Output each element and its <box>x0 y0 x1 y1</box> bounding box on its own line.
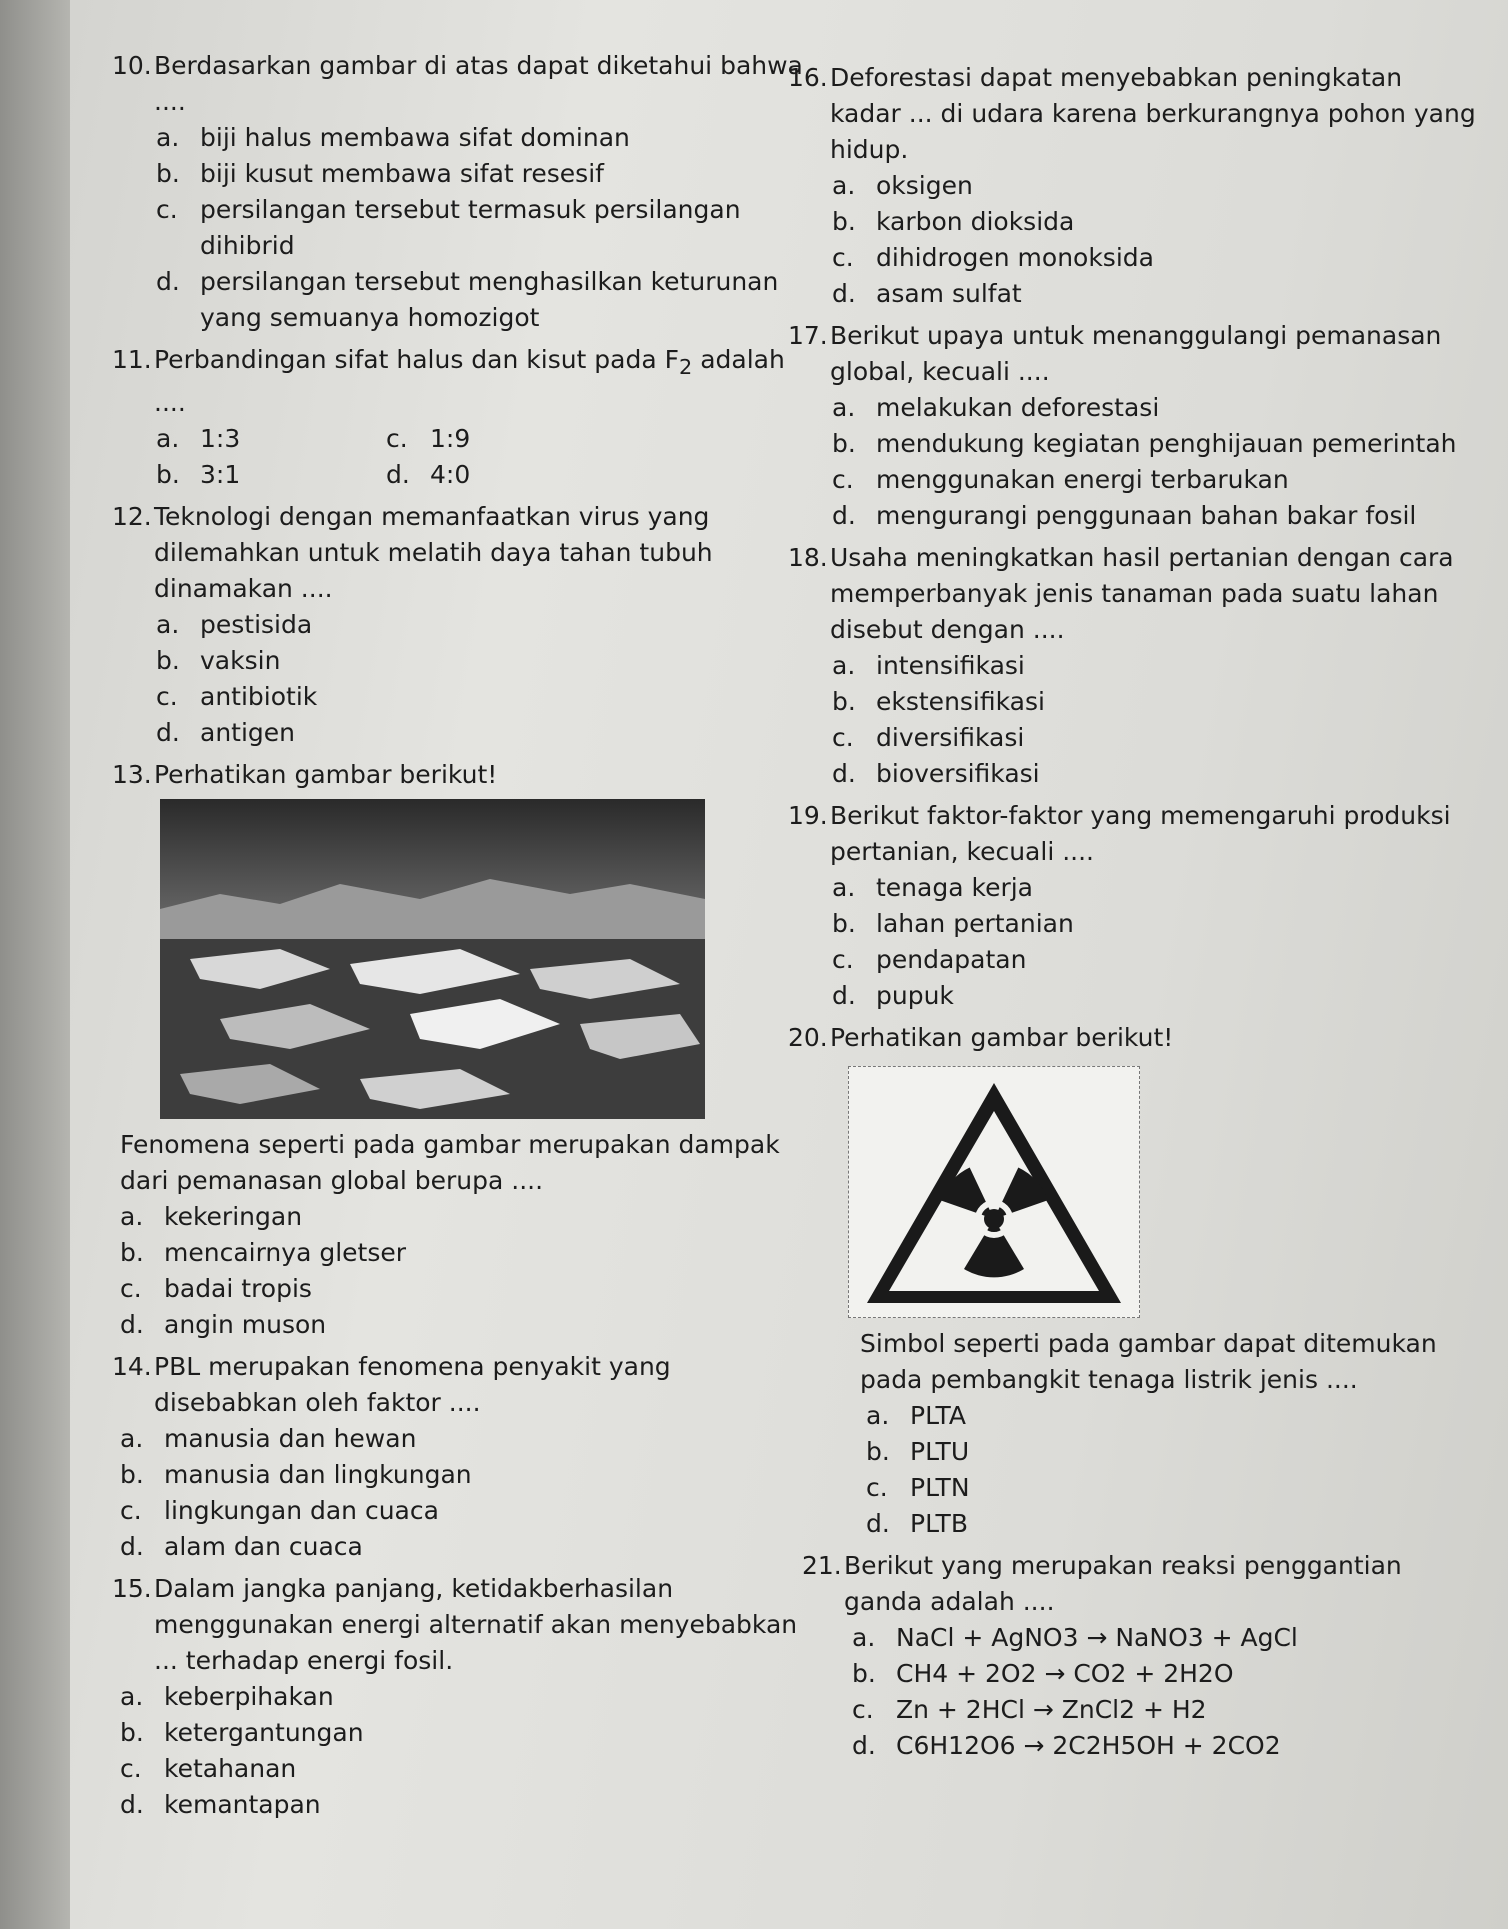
reaction-formula: Zn + 2HCl → ZnCl2 + H2 <box>896 1695 1207 1724</box>
option-letter: a. <box>866 1401 890 1430</box>
option-a[interactable] <box>120 1199 812 1235</box>
option-letter: d. <box>832 501 856 530</box>
option-text: PLTA <box>910 1401 966 1430</box>
question-20 <box>788 1020 1478 1542</box>
option-c[interactable] <box>832 942 1478 978</box>
question-text: Deforestasi dapat menyebabkan peningkatan kadar ... di udara karena berkurangnya pohon yang hidup. <box>830 63 1476 164</box>
option-text: manusia dan lingkungan <box>164 1460 472 1489</box>
right-column <box>788 60 1478 1770</box>
option-a[interactable] <box>866 1398 1478 1434</box>
option-d[interactable] <box>832 276 1478 312</box>
question-text <box>154 342 812 421</box>
radiation-hazard-icon <box>849 1067 1139 1317</box>
option-letter: c. <box>832 723 854 752</box>
option-text: pendapatan <box>876 945 1027 974</box>
option-c[interactable] <box>120 1751 812 1787</box>
option-text: 3:1 <box>200 460 241 489</box>
option-letter: b. <box>832 207 856 236</box>
option-text: melakukan deforestasi <box>876 393 1160 422</box>
option-letter: c. <box>120 1496 142 1525</box>
option-letter: d. <box>832 759 856 788</box>
question-number: 14. <box>112 1352 152 1381</box>
option-b[interactable] <box>866 1434 1478 1470</box>
option-text: ketahanan <box>164 1754 297 1783</box>
question-15 <box>112 1571 812 1823</box>
option-text: ketergantungan <box>164 1718 364 1747</box>
option-letter: d. <box>120 1790 144 1819</box>
question-16 <box>788 60 1478 312</box>
option-b[interactable] <box>120 1457 812 1493</box>
option-text: antibiotik <box>200 682 318 711</box>
option-a[interactable] <box>832 648 1478 684</box>
option-text: pestisida <box>200 610 313 639</box>
option-a[interactable] <box>120 1679 812 1715</box>
question-text: PBL merupakan fenomena penyakit yang disebabkan oleh faktor .... <box>154 1352 671 1417</box>
option-text: mencairnya gletser <box>164 1238 407 1267</box>
option-b[interactable] <box>832 204 1478 240</box>
option-text: pupuk <box>876 981 954 1010</box>
option-letter: b. <box>866 1437 890 1466</box>
option-c[interactable] <box>156 192 812 264</box>
option-letter: c. <box>832 243 854 272</box>
option-c[interactable] <box>832 240 1478 276</box>
question-text: Berikut faktor-faktor yang memengaruhi produksi pertanian, kecuali .... <box>830 801 1451 866</box>
option-letter: b. <box>156 159 180 188</box>
option-text: lingkungan dan cuaca <box>164 1496 439 1525</box>
radiation-symbol-figure <box>848 1066 1140 1318</box>
melting-glacier-photo <box>160 799 705 1119</box>
option-c[interactable] <box>866 1470 1478 1506</box>
option-text: badai tropis <box>164 1274 312 1303</box>
question-13 <box>112 757 812 1343</box>
question-number: 20. <box>788 1023 828 1052</box>
option-c[interactable] <box>120 1271 812 1307</box>
option-letter: c. <box>852 1695 874 1724</box>
option-letter: c. <box>156 682 178 711</box>
option-d[interactable] <box>120 1529 812 1565</box>
option-a[interactable] <box>832 390 1478 426</box>
option-d[interactable] <box>866 1506 1478 1542</box>
option-d[interactable] <box>852 1728 1478 1764</box>
option-letter: b. <box>832 429 856 458</box>
option-text: alam dan cuaca <box>164 1532 363 1561</box>
option-b[interactable] <box>156 156 812 192</box>
left-column <box>112 48 812 1829</box>
question-text: Perhatikan gambar berikut! <box>830 1023 1174 1052</box>
option-text: PLTB <box>910 1509 968 1538</box>
option-text: mengurangi penggunaan bahan bakar fosil <box>876 501 1417 530</box>
option-text: kekeringan <box>164 1202 303 1231</box>
option-letter: d. <box>120 1532 144 1561</box>
option-letter: b. <box>120 1718 144 1747</box>
question-11 <box>112 342 812 493</box>
option-letter: c. <box>156 195 178 224</box>
option-b[interactable] <box>120 1235 812 1271</box>
option-letter: c. <box>120 1754 142 1783</box>
option-text: oksigen <box>876 171 973 200</box>
option-letter: d. <box>852 1731 876 1760</box>
question-number: 15. <box>112 1574 152 1603</box>
option-text: dihidrogen monoksida <box>876 243 1154 272</box>
option-text: 1:3 <box>200 424 241 453</box>
option-text: persilangan tersebut termasuk persilangan dihibrid <box>200 195 741 260</box>
option-letter: b. <box>120 1460 144 1489</box>
option-text: vaksin <box>200 646 281 675</box>
option-c[interactable] <box>386 421 616 457</box>
option-d[interactable] <box>156 715 812 751</box>
option-letter: a. <box>832 873 856 902</box>
option-letter: a. <box>120 1202 144 1231</box>
option-text: manusia dan hewan <box>164 1424 417 1453</box>
option-text: ekstensifikasi <box>876 687 1045 716</box>
option-letter: d. <box>156 718 180 747</box>
option-letter: b. <box>832 687 856 716</box>
option-letter: a. <box>832 651 856 680</box>
question-caption: Simbol seperti pada gambar dapat ditemukan pada pembangkit tenaga listrik jenis .... <box>860 1329 1437 1394</box>
question-19 <box>788 798 1478 1014</box>
option-text: karbon dioksida <box>876 207 1075 236</box>
option-text: bioversifikasi <box>876 759 1040 788</box>
option-text: tenaga kerja <box>876 873 1033 902</box>
question-number: 21. <box>802 1551 842 1580</box>
question-text-tail: adalah .... <box>154 345 785 417</box>
option-letter: a. <box>120 1682 144 1711</box>
option-b[interactable] <box>120 1715 812 1751</box>
question-number: 19. <box>788 801 828 830</box>
reaction-formula: CH4 + 2O2 → CO2 + 2H2O <box>896 1659 1234 1688</box>
option-d[interactable] <box>832 498 1478 534</box>
option-text: angin muson <box>164 1310 327 1339</box>
option-c[interactable] <box>832 462 1478 498</box>
option-letter: d. <box>866 1509 890 1538</box>
option-b[interactable] <box>832 684 1478 720</box>
question-21 <box>802 1548 1478 1764</box>
option-letter: b. <box>156 646 180 675</box>
option-text: PLTN <box>910 1473 970 1502</box>
option-letter: c. <box>832 945 854 974</box>
option-letter: c. <box>386 424 408 453</box>
question-text: Perhatikan gambar berikut! <box>154 760 498 789</box>
option-d[interactable] <box>832 978 1478 1014</box>
option-b[interactable] <box>156 457 386 493</box>
question-text: Berikut yang merupakan reaksi penggantian ganda adalah .... <box>844 1551 1402 1616</box>
question-number: 17. <box>788 321 828 350</box>
option-letter: b. <box>852 1659 876 1688</box>
option-d[interactable] <box>386 457 616 493</box>
question-number: 12. <box>112 502 152 531</box>
question-number: 18. <box>788 543 828 572</box>
f2-subscript: 2 <box>679 355 693 379</box>
option-text: mendukung kegiatan penghijauan pemerintah <box>876 429 1457 458</box>
option-letter: a. <box>852 1623 876 1652</box>
option-letter: a. <box>156 123 180 152</box>
option-d[interactable] <box>120 1787 812 1823</box>
option-a[interactable] <box>156 120 812 156</box>
question-number: 11. <box>112 345 152 374</box>
option-letter: a. <box>156 424 180 453</box>
option-c[interactable] <box>120 1493 812 1529</box>
question-text: Usaha meningkatkan hasil pertanian dengan cara memperbanyak jenis tanaman pada suatu lahan disebut dengan .... <box>830 543 1454 644</box>
option-b[interactable] <box>156 643 812 679</box>
question-14 <box>112 1349 812 1565</box>
option-letter: a. <box>832 393 856 422</box>
option-d[interactable] <box>832 756 1478 792</box>
question-18 <box>788 540 1478 792</box>
option-letter: a. <box>156 610 180 639</box>
reaction-formula: C6H12O6 → 2C2H5OH + 2CO2 <box>896 1731 1281 1760</box>
question-text: Teknologi dengan memanfaatkan virus yang dilemahkan untuk melatih daya tahan tubuh dinamakan .... <box>154 502 713 603</box>
options-grid <box>156 421 812 493</box>
option-c[interactable] <box>832 720 1478 756</box>
question-number: 10. <box>112 51 152 80</box>
option-text: biji halus membawa sifat dominan <box>200 123 630 152</box>
option-letter: d. <box>832 981 856 1010</box>
question-text: Berikut upaya untuk menanggulangi pemanasan global, kecuali .... <box>830 321 1442 386</box>
option-b[interactable] <box>832 426 1478 462</box>
option-text: lahan pertanian <box>876 909 1074 938</box>
question-text: Dalam jangka panjang, ketidakberhasilan menggunakan energi alternatif akan menyebabkan ... terhadap energi fosil. <box>154 1574 798 1675</box>
option-text: diversifikasi <box>876 723 1025 752</box>
book-spine <box>0 0 70 1929</box>
option-letter: d. <box>832 279 856 308</box>
option-letter: c. <box>832 465 854 494</box>
question-text: Berdasarkan gambar di atas dapat diketahui bahwa .... <box>154 51 803 116</box>
option-b[interactable] <box>852 1656 1478 1692</box>
option-text: keberpihakan <box>164 1682 334 1711</box>
option-text: biji kusut membawa sifat resesif <box>200 159 604 188</box>
option-letter: c. <box>866 1473 888 1502</box>
option-text: menggunakan energi terbarukan <box>876 465 1289 494</box>
option-letter: c. <box>120 1274 142 1303</box>
question-caption: Fenomena seperti pada gambar merupakan dampak dari pemanasan global berupa .... <box>120 1130 780 1195</box>
option-letter: b. <box>832 909 856 938</box>
option-text: 4:0 <box>430 460 471 489</box>
question-text-main: Perbandingan sifat halus dan kisut pada F <box>154 345 680 374</box>
option-a[interactable] <box>156 607 812 643</box>
option-letter: d. <box>386 460 410 489</box>
option-letter: d. <box>156 267 180 296</box>
option-d[interactable] <box>156 264 812 336</box>
option-text: asam sulfat <box>876 279 1022 308</box>
option-a[interactable] <box>832 870 1478 906</box>
option-letter: a. <box>120 1424 144 1453</box>
option-c[interactable] <box>852 1692 1478 1728</box>
option-a[interactable] <box>832 168 1478 204</box>
option-a[interactable] <box>852 1620 1478 1656</box>
option-b[interactable] <box>832 906 1478 942</box>
option-text: kemantapan <box>164 1790 321 1819</box>
option-text: persilangan tersebut menghasilkan keturunan yang semuanya homozigot <box>200 267 779 332</box>
option-letter: b. <box>156 460 180 489</box>
option-a[interactable] <box>156 421 386 457</box>
option-letter: a. <box>832 171 856 200</box>
option-text: PLTU <box>910 1437 970 1466</box>
question-number: 16. <box>788 63 828 92</box>
question-12 <box>112 499 812 751</box>
option-d[interactable] <box>120 1307 812 1343</box>
option-text: intensifikasi <box>876 651 1025 680</box>
reaction-formula: NaCl + AgNO3 → NaNO3 + AgCl <box>896 1623 1298 1652</box>
option-text: antigen <box>200 718 296 747</box>
option-letter: d. <box>120 1310 144 1339</box>
question-number: 13. <box>112 760 152 789</box>
option-c[interactable] <box>156 679 812 715</box>
option-letter: b. <box>120 1238 144 1267</box>
option-a[interactable] <box>120 1421 812 1457</box>
option-text: 1:9 <box>430 424 471 453</box>
question-10 <box>112 48 812 336</box>
question-17 <box>788 318 1478 534</box>
